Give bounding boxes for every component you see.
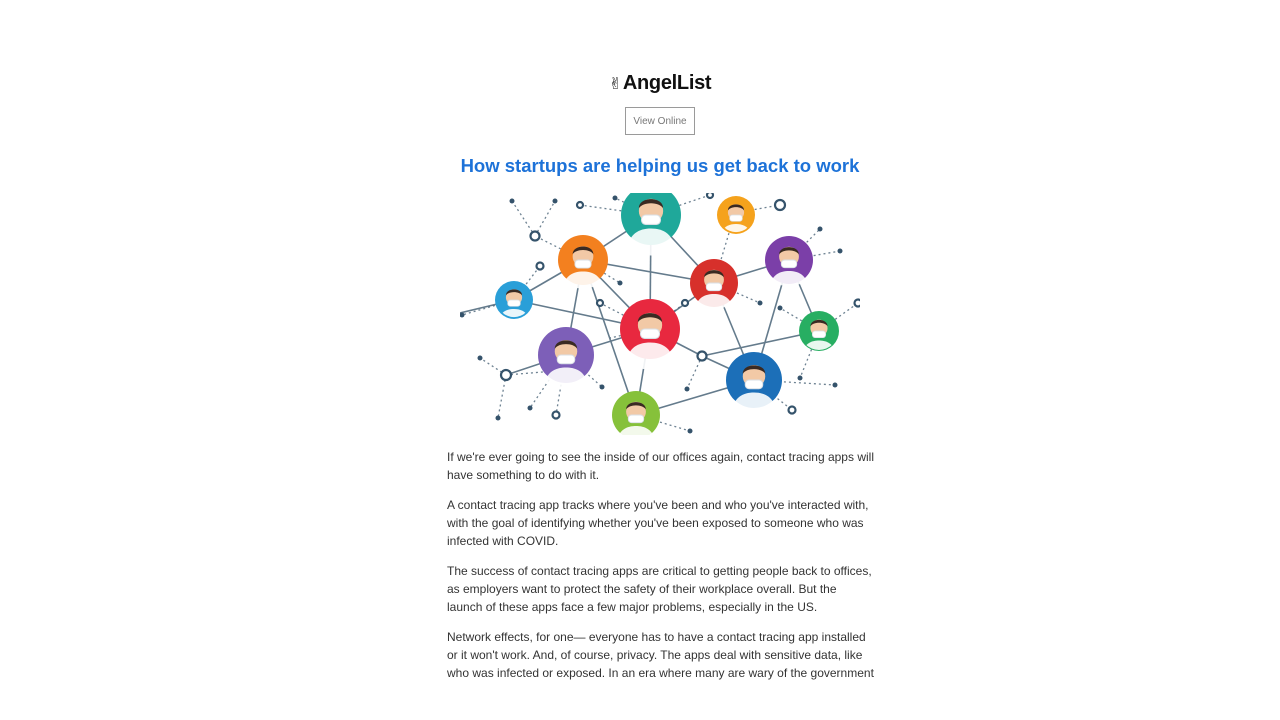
view-online-button[interactable]: View Online — [625, 107, 695, 135]
masked-people-network-illustration — [460, 193, 860, 435]
paragraph-1: If we're ever going to see the inside of our offices again, contact tracing apps will have something to do with it. — [447, 450, 874, 482]
peace-hand-icon: ✌ — [608, 76, 622, 93]
paragraph-4: Network effects, for one— everyone has to have a contact tracing app installed or it won't work. And, of course, privacy. The apps deal with sensitive data, like who was infected or exposed. In an era where many are wary of the government — [447, 630, 874, 680]
email-content — [447, 0, 873, 720]
article-body — [447, 448, 875, 680]
angellist-logo[interactable] — [447, 72, 873, 95]
logo-text: AngelList — [622, 72, 712, 94]
article-headline: How startups are helping us get back to work — [460, 155, 860, 176]
paragraph-3: The success of contact tracing apps are critical to getting people back to offices, as employers want to protect the safety of their workplace overall. But the launch of these apps face a few major problems, especially in the US. — [447, 564, 872, 614]
paragraph-2: A contact tracing app tracks where you've been and who you've interacted with, with the goal of identifying whether you've been exposed to someone who was infected with COVID. — [447, 498, 869, 548]
